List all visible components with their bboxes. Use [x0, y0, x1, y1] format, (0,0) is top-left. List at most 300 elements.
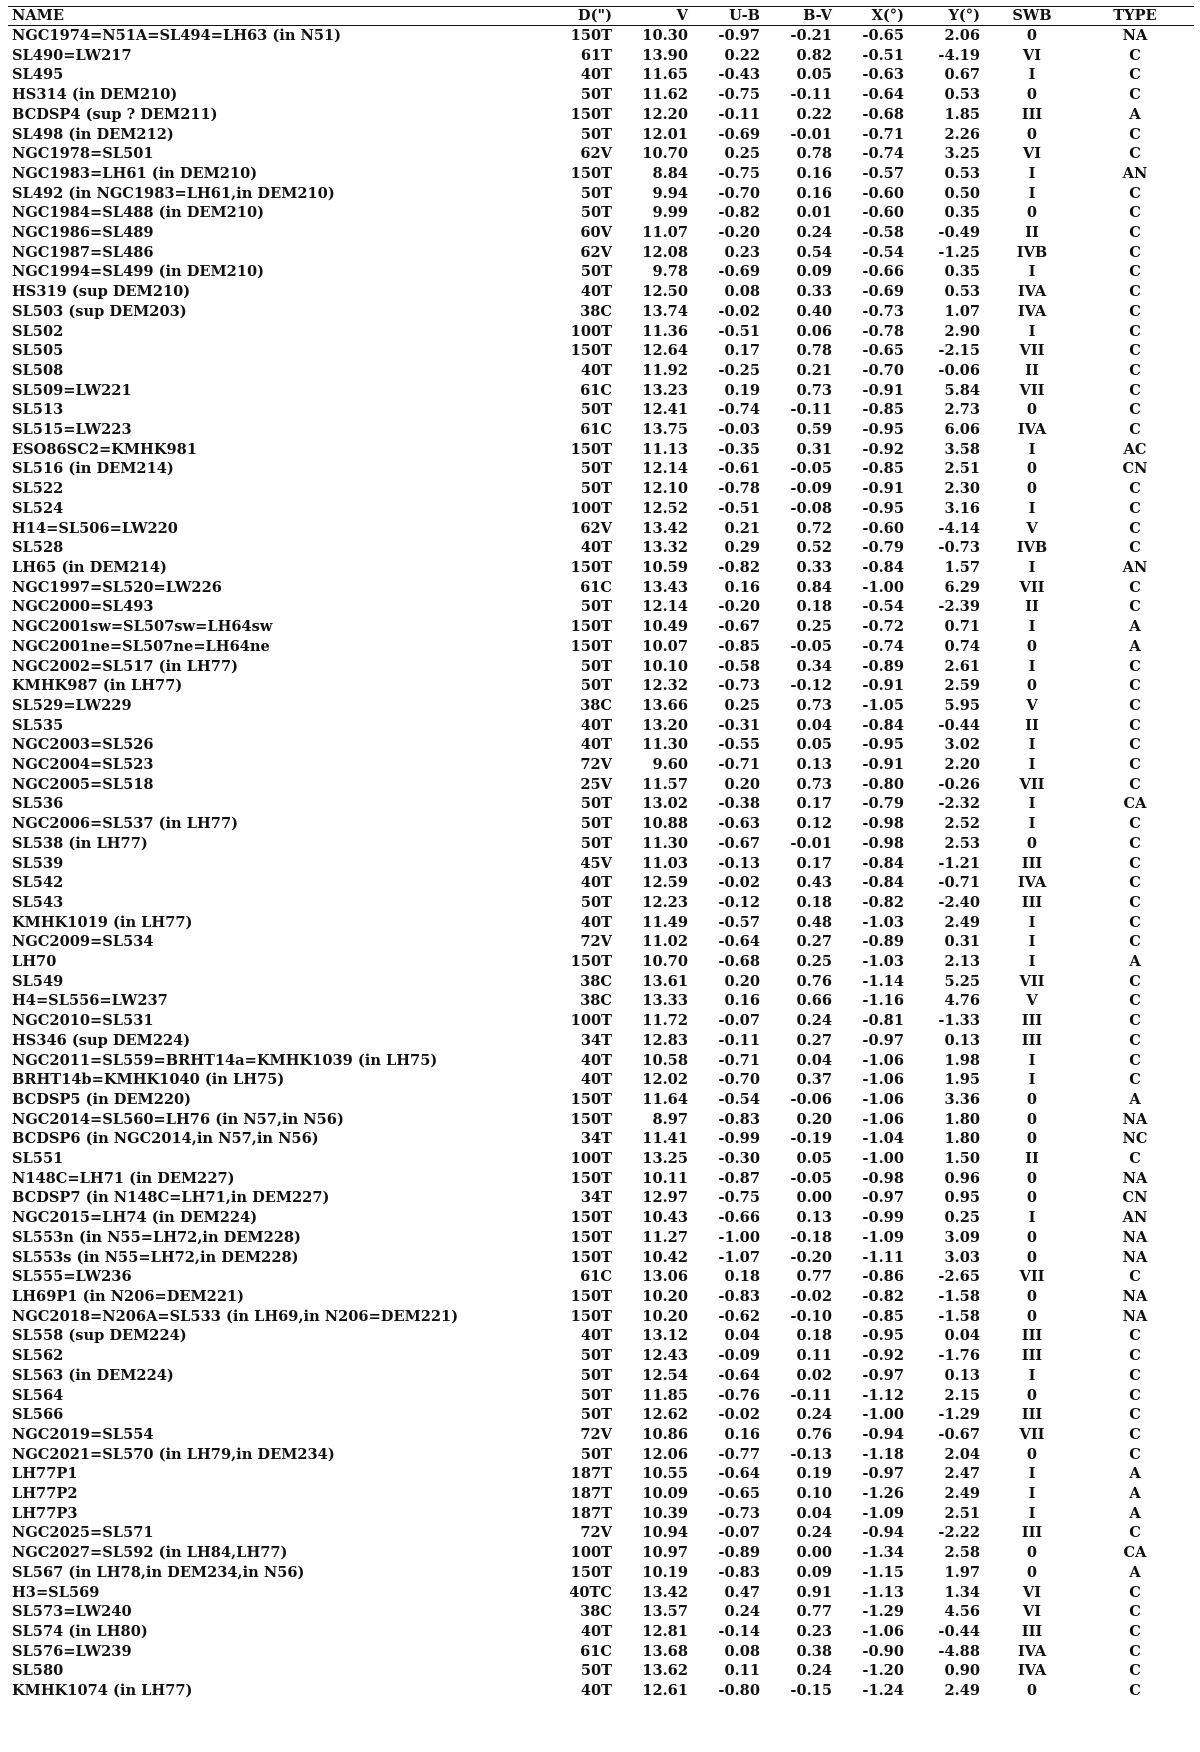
- header-swb: SWB: [988, 7, 1076, 26]
- cell-u-b: -0.68: [718, 953, 760, 971]
- cell-x: -1.09: [862, 1228, 904, 1246]
- cell-y: 1.57: [944, 558, 980, 576]
- table-row: [8, 1464, 1194, 1484]
- cell-y: -2.39: [938, 598, 980, 616]
- cell-v: 13.75: [642, 421, 688, 439]
- cell-diameter: 100T: [570, 1012, 612, 1030]
- cell-x: -1.13: [862, 1583, 904, 1601]
- cell-y: 1.95: [944, 1071, 980, 1089]
- cell-swb: III: [1021, 1524, 1043, 1542]
- cell-diameter: 150T: [570, 164, 612, 182]
- cell-y: -2.65: [938, 1268, 980, 1286]
- cell-name: SL536: [12, 795, 64, 813]
- cell-type: CA: [1123, 795, 1147, 813]
- cell-y: 2.04: [944, 1445, 980, 1463]
- cell-b-v: 0.13: [796, 1209, 832, 1227]
- cell-u-b: -0.83: [718, 1563, 760, 1581]
- cell-v: 12.23: [642, 893, 688, 911]
- cell-y: 1.97: [944, 1563, 980, 1581]
- cell-type: NA: [1122, 1169, 1148, 1187]
- cell-u-b: 0.04: [724, 1327, 760, 1345]
- cell-b-v: 0.73: [796, 381, 832, 399]
- cell-swb: II: [1025, 361, 1039, 379]
- cell-x: -0.99: [862, 1209, 904, 1227]
- cell-type: C: [1129, 992, 1141, 1010]
- cell-v: 13.61: [642, 972, 688, 990]
- cell-b-v: 0.82: [796, 46, 832, 64]
- cell-y: -0.44: [938, 716, 980, 734]
- cell-type: C: [1129, 539, 1141, 557]
- cell-y: 2.58: [944, 1544, 980, 1562]
- cell-v: 10.86: [642, 1425, 688, 1443]
- table-row: [8, 854, 1194, 874]
- cell-type: A: [1129, 1465, 1141, 1483]
- cell-name: SL553s (in N55=LH72,in DEM228): [12, 1248, 299, 1266]
- cell-name: SL562: [12, 1347, 64, 1365]
- table-row: [8, 637, 1194, 657]
- cell-v: 13.25: [642, 1150, 688, 1168]
- cell-y: -2.22: [938, 1524, 980, 1542]
- cell-diameter: 50T: [580, 598, 612, 616]
- cell-v: 10.94: [642, 1524, 688, 1542]
- cell-diameter: 100T: [570, 322, 612, 340]
- cell-b-v: 0.40: [796, 302, 832, 320]
- table-row: [8, 479, 1194, 499]
- cell-type: C: [1129, 1622, 1141, 1640]
- cell-y: 2.49: [944, 913, 980, 931]
- cell-swb: 0: [1026, 1544, 1038, 1562]
- cell-y: -4.19: [938, 46, 980, 64]
- header-u-b: U-B: [696, 7, 768, 26]
- cell-b-v: 0.33: [796, 558, 832, 576]
- cell-y: 2.30: [944, 480, 980, 498]
- cell-u-b: -0.12: [718, 893, 760, 911]
- cell-name: SL522: [12, 480, 64, 498]
- cell-diameter: 40T: [580, 1051, 612, 1069]
- cell-diameter: 50T: [580, 1366, 612, 1384]
- cell-name: BCDSP6 (in NGC2014,in N57,in N56): [12, 1130, 319, 1148]
- cell-diameter: 38C: [580, 1603, 612, 1621]
- table-row: [8, 1307, 1194, 1327]
- cell-u-b: 0.22: [724, 46, 760, 64]
- table-row: [8, 1346, 1194, 1366]
- table-row: [8, 657, 1194, 677]
- cell-diameter: 50T: [580, 401, 612, 419]
- cell-name: HS346 (sup DEM224): [12, 1031, 191, 1049]
- cell-u-b: -0.64: [718, 1366, 760, 1384]
- cell-type: NA: [1122, 27, 1148, 44]
- cell-y: -1.58: [938, 1307, 980, 1325]
- cell-swb: III: [1021, 105, 1043, 123]
- cell-diameter: 38C: [580, 972, 612, 990]
- cell-b-v: 0.31: [796, 440, 832, 458]
- cell-type: C: [1129, 598, 1141, 616]
- cell-v: 10.19: [642, 1563, 688, 1581]
- cell-diameter: 50T: [580, 184, 612, 202]
- table-row: [8, 597, 1194, 617]
- cell-name: NGC2001sw=SL507sw=LH64sw: [12, 618, 273, 636]
- cell-swb: I: [1028, 263, 1036, 281]
- cell-swb: 0: [1026, 1110, 1038, 1128]
- cell-name: SL513: [12, 401, 64, 419]
- cell-swb: I: [1028, 558, 1036, 576]
- cell-swb: 0: [1026, 460, 1038, 478]
- cell-type: C: [1129, 46, 1141, 64]
- cell-name: NGC2025=SL571: [12, 1524, 154, 1542]
- cell-v: 8.84: [652, 164, 688, 182]
- cell-swb: 0: [1026, 401, 1038, 419]
- cell-x: -0.95: [862, 499, 904, 517]
- cell-x: -1.06: [862, 1622, 904, 1640]
- cell-diameter: 50T: [580, 460, 612, 478]
- table-row: [8, 1070, 1194, 1090]
- cell-swb: IVA: [1017, 1662, 1047, 1680]
- cell-diameter: 100T: [570, 1544, 612, 1562]
- cell-x: -0.95: [862, 1327, 904, 1345]
- cell-u-b: -0.85: [718, 637, 760, 655]
- cell-diameter: 62V: [580, 243, 612, 261]
- cell-swb: II: [1025, 224, 1039, 242]
- cell-name: NGC1974=N51A=SL494=LH63 (in N51): [12, 27, 342, 44]
- cell-x: -0.85: [862, 460, 904, 478]
- cell-type: C: [1129, 66, 1141, 84]
- cell-b-v: 0.19: [796, 1465, 832, 1483]
- cell-x: -1.06: [862, 1071, 904, 1089]
- cell-b-v: -0.12: [790, 677, 832, 695]
- cell-y: 1.50: [944, 1150, 980, 1168]
- cell-v: 12.14: [642, 598, 688, 616]
- table-row: [8, 1110, 1194, 1130]
- cell-b-v: 0.73: [796, 696, 832, 714]
- cell-u-b: -0.61: [718, 460, 760, 478]
- cell-u-b: -0.97: [718, 27, 760, 44]
- cell-type: C: [1129, 204, 1141, 222]
- cell-swb: III: [1021, 1406, 1043, 1424]
- cell-v: 10.20: [642, 1288, 688, 1305]
- cell-type: C: [1129, 1583, 1141, 1601]
- cell-v: 12.14: [642, 460, 688, 478]
- cell-name: SL542: [12, 874, 64, 892]
- cell-y: 2.49: [944, 1682, 980, 1700]
- table-row: [8, 1504, 1194, 1524]
- cell-type: C: [1129, 756, 1141, 774]
- table-body: [8, 26, 1194, 1701]
- cell-type: C: [1129, 696, 1141, 714]
- cell-b-v: -0.10: [790, 1307, 832, 1325]
- cell-y: -1.21: [938, 854, 980, 872]
- cell-type: C: [1129, 775, 1141, 793]
- cell-v: 12.83: [642, 1031, 688, 1049]
- cell-name: SL553n (in N55=LH72,in DEM228): [12, 1228, 301, 1246]
- cell-y: 2.53: [944, 834, 980, 852]
- cell-x: -0.92: [862, 440, 904, 458]
- cell-type: C: [1129, 243, 1141, 261]
- cell-u-b: -0.13: [718, 854, 760, 872]
- cell-v: 10.42: [642, 1248, 688, 1266]
- cell-b-v: 0.00: [796, 1544, 832, 1562]
- cell-b-v: 0.76: [796, 1425, 832, 1443]
- cell-b-v: 0.04: [796, 716, 832, 734]
- cell-x: -0.71: [862, 125, 904, 143]
- cell-name: H14=SL506=LW220: [12, 519, 178, 537]
- cell-diameter: 34T: [580, 1189, 612, 1207]
- table-row: [8, 1405, 1194, 1425]
- table-row: [8, 755, 1194, 775]
- cell-diameter: 40T: [580, 1327, 612, 1345]
- cell-x: -0.91: [862, 381, 904, 399]
- cell-y: 0.90: [944, 1662, 980, 1680]
- cell-swb: II: [1025, 716, 1039, 734]
- cell-u-b: -0.31: [718, 716, 760, 734]
- cell-y: 0.35: [944, 263, 980, 281]
- cell-y: -1.76: [938, 1347, 980, 1365]
- cell-swb: VII: [1019, 342, 1045, 360]
- cell-diameter: 50T: [580, 677, 612, 695]
- cell-u-b: -0.51: [718, 499, 760, 517]
- cell-b-v: 0.09: [796, 263, 832, 281]
- cell-v: 10.58: [642, 1051, 688, 1069]
- cell-v: 10.88: [642, 815, 688, 833]
- cell-diameter: 150T: [570, 440, 612, 458]
- cell-name: SL566: [12, 1406, 64, 1424]
- cell-x: -0.74: [862, 637, 904, 655]
- table-row: [8, 400, 1194, 420]
- cell-v: 12.08: [642, 243, 688, 261]
- cell-y: -1.25: [938, 243, 980, 261]
- cell-v: 12.61: [642, 1682, 688, 1700]
- cell-diameter: 100T: [570, 1150, 612, 1168]
- table-row: [8, 1267, 1194, 1287]
- cell-swb: VI: [1022, 1583, 1042, 1601]
- cell-b-v: 0.05: [796, 1150, 832, 1168]
- cell-diameter: 34T: [580, 1130, 612, 1148]
- table-row: [8, 1622, 1194, 1642]
- cell-v: 10.09: [642, 1485, 688, 1503]
- cell-y: -0.06: [938, 361, 980, 379]
- cell-x: -1.34: [862, 1544, 904, 1562]
- cell-name: SL495: [12, 66, 64, 84]
- cell-type: A: [1129, 1090, 1141, 1108]
- cell-name: NGC2001ne=SL507ne=LH64ne: [12, 637, 270, 655]
- cell-swb: I: [1028, 913, 1036, 931]
- cell-b-v: -0.05: [790, 460, 832, 478]
- cell-diameter: 50T: [580, 893, 612, 911]
- cell-type: A: [1129, 1563, 1141, 1581]
- cell-swb: III: [1021, 1012, 1043, 1030]
- cell-type: AN: [1122, 164, 1148, 182]
- cell-x: -0.60: [862, 519, 904, 537]
- cell-name: H3=SL569: [12, 1583, 100, 1601]
- cell-diameter: 38C: [580, 302, 612, 320]
- cell-name: NGC2003=SL526: [12, 736, 154, 754]
- cell-diameter: 34T: [580, 1031, 612, 1049]
- cell-type: C: [1129, 1012, 1141, 1030]
- cell-u-b: -0.75: [718, 86, 760, 104]
- cell-name: NGC2018=N206A=SL533 (in LH69,in N206=DEM221): [12, 1307, 459, 1325]
- table-row: [8, 913, 1194, 933]
- cell-v: 10.55: [642, 1465, 688, 1483]
- cell-y: 2.52: [944, 815, 980, 833]
- cell-b-v: -0.01: [790, 834, 832, 852]
- table-row: [8, 341, 1194, 361]
- cell-diameter: 61C: [580, 421, 612, 439]
- cell-v: 11.13: [642, 440, 688, 458]
- cell-x: -0.85: [862, 1307, 904, 1325]
- cell-x: -0.84: [862, 854, 904, 872]
- cell-b-v: -0.09: [790, 480, 832, 498]
- cell-type: C: [1129, 1662, 1141, 1680]
- cell-y: 4.56: [944, 1603, 980, 1621]
- cell-name: BRHT14b=KMHK1040 (in LH75): [12, 1071, 285, 1089]
- cell-type: NA: [1122, 1248, 1148, 1266]
- cell-y: 2.51: [944, 1504, 980, 1522]
- cell-swb: IVA: [1017, 302, 1047, 320]
- cell-type: CN: [1122, 1189, 1148, 1207]
- cell-v: 11.02: [642, 933, 688, 951]
- cell-v: 10.11: [642, 1169, 688, 1187]
- table-row: [8, 85, 1194, 105]
- cell-y: 0.74: [944, 637, 980, 655]
- cell-b-v: 0.16: [796, 184, 832, 202]
- cell-x: -0.97: [862, 1031, 904, 1049]
- cell-y: 2.13: [944, 953, 980, 971]
- cell-u-b: 0.17: [724, 342, 760, 360]
- table-row: [8, 420, 1194, 440]
- cell-x: -0.98: [862, 834, 904, 852]
- cell-x: -0.65: [862, 342, 904, 360]
- cell-type: C: [1129, 1031, 1141, 1049]
- cell-diameter: 62V: [580, 519, 612, 537]
- cell-type: C: [1129, 361, 1141, 379]
- cell-x: -1.20: [862, 1662, 904, 1680]
- cell-name: NGC1984=SL488 (in DEM210): [12, 204, 265, 222]
- table-row: [8, 105, 1194, 125]
- cell-name: SL558 (sup DEM224): [12, 1327, 187, 1345]
- table-row: [8, 952, 1194, 972]
- cell-name: SL538 (in LH77): [12, 834, 148, 852]
- cell-v: 13.43: [642, 578, 688, 596]
- cell-u-b: 0.20: [724, 775, 760, 793]
- cell-y: -4.14: [938, 519, 980, 537]
- cell-type: C: [1129, 86, 1141, 104]
- cell-x: -0.60: [862, 204, 904, 222]
- table-row: [8, 1583, 1194, 1603]
- cell-type: C: [1129, 322, 1141, 340]
- table-row: [8, 1228, 1194, 1248]
- cell-type: C: [1129, 1366, 1141, 1384]
- cell-v: 10.97: [642, 1544, 688, 1562]
- cell-u-b: 0.08: [724, 1642, 760, 1660]
- cell-b-v: 0.76: [796, 972, 832, 990]
- cell-type: C: [1129, 401, 1141, 419]
- cell-type: NA: [1122, 1288, 1148, 1305]
- cell-name: SL567 (in LH78,in DEM234,in N56): [12, 1563, 305, 1581]
- cell-v: 10.59: [642, 558, 688, 576]
- table-row: [8, 1031, 1194, 1051]
- cell-y: -4.88: [938, 1642, 980, 1660]
- cell-diameter: 50T: [580, 1386, 612, 1404]
- cell-y: 0.53: [944, 164, 980, 182]
- cell-y: 1.80: [944, 1130, 980, 1148]
- cell-v: 13.32: [642, 539, 688, 557]
- cell-y: 2.90: [944, 322, 980, 340]
- cell-u-b: -0.20: [718, 224, 760, 242]
- cell-u-b: -0.74: [718, 401, 760, 419]
- cell-b-v: 0.37: [796, 1071, 832, 1089]
- cell-u-b: 0.29: [724, 539, 760, 557]
- cell-type: C: [1129, 1603, 1141, 1621]
- cell-u-b: -0.99: [718, 1130, 760, 1148]
- cell-b-v: 0.18: [796, 893, 832, 911]
- cell-name: SL549: [12, 972, 64, 990]
- cell-u-b: -0.55: [718, 736, 760, 754]
- cell-x: -0.68: [862, 105, 904, 123]
- table-row: [8, 1188, 1194, 1208]
- cell-swb: 0: [1026, 1288, 1038, 1305]
- cell-b-v: 0.25: [796, 618, 832, 636]
- cell-name: SL515=LW223: [12, 421, 132, 439]
- cell-b-v: 0.25: [796, 953, 832, 971]
- cell-y: 3.58: [944, 440, 980, 458]
- cell-swb: IVA: [1017, 1642, 1047, 1660]
- table-row: [8, 46, 1194, 66]
- cell-type: C: [1129, 519, 1141, 537]
- cell-diameter: 61C: [580, 578, 612, 596]
- cell-b-v: 0.01: [796, 204, 832, 222]
- cell-diameter: 187T: [570, 1465, 612, 1483]
- cell-name: SL528: [12, 539, 64, 557]
- table-row: [8, 322, 1194, 342]
- cell-y: 3.02: [944, 736, 980, 754]
- cell-x: -0.84: [862, 874, 904, 892]
- cell-y: 0.31: [944, 933, 980, 951]
- cell-v: 11.03: [642, 854, 688, 872]
- cell-y: 1.98: [944, 1051, 980, 1069]
- cell-swb: V: [1026, 696, 1038, 714]
- cell-v: 12.81: [642, 1622, 688, 1640]
- cell-type: C: [1129, 302, 1141, 320]
- cell-x: -0.73: [862, 302, 904, 320]
- cell-diameter: 150T: [570, 342, 612, 360]
- cell-swb: 0: [1026, 1445, 1038, 1463]
- cell-diameter: 40T: [580, 1622, 612, 1640]
- cell-diameter: 40T: [580, 913, 612, 931]
- table-row: [8, 578, 1194, 598]
- cell-v: 12.50: [642, 283, 688, 301]
- cell-type: C: [1129, 874, 1141, 892]
- cell-x: -0.72: [862, 618, 904, 636]
- cell-name: BCDSP4 (sup ? DEM211): [12, 105, 218, 123]
- cell-swb: III: [1021, 1347, 1043, 1365]
- cell-b-v: 0.27: [796, 933, 832, 951]
- cell-v: 11.57: [642, 775, 688, 793]
- cell-y: 2.20: [944, 756, 980, 774]
- table-row: [8, 243, 1194, 263]
- header-v: V: [620, 7, 696, 26]
- cell-v: 11.36: [642, 322, 688, 340]
- cell-x: -0.97: [862, 1366, 904, 1384]
- cell-diameter: 150T: [570, 637, 612, 655]
- cell-type: C: [1129, 657, 1141, 675]
- cell-diameter: 150T: [570, 1288, 612, 1305]
- table-row: [8, 834, 1194, 854]
- cell-type: C: [1129, 184, 1141, 202]
- cell-diameter: 150T: [570, 558, 612, 576]
- cell-name: NGC2005=SL518: [12, 775, 154, 793]
- cell-v: 11.49: [642, 913, 688, 931]
- cell-x: -0.91: [862, 756, 904, 774]
- cell-u-b: -0.71: [718, 1051, 760, 1069]
